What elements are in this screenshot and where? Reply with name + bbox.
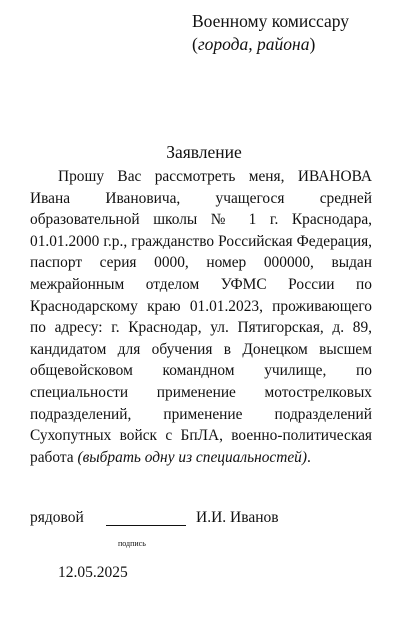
addressee-paren-open: (	[192, 34, 198, 54]
addressee-line-1: Военному комиссару	[192, 11, 350, 31]
signature-line	[106, 525, 186, 526]
addressee-block	[192, 10, 349, 56]
application-body	[30, 166, 372, 468]
specialty-instruction: (выбрать одну из специальностей)	[77, 448, 308, 466]
addressee-line-2	[192, 33, 349, 56]
addressee-paren-close: )	[309, 34, 316, 54]
document-date: 12.05.2025	[58, 564, 128, 581]
addressee-placeholder: города, района	[197, 34, 310, 54]
military-rank: рядовой	[30, 509, 84, 526]
document-title: Заявление	[166, 142, 242, 162]
body-end-punctuation: .	[307, 448, 311, 466]
signer-name: И.И. Иванов	[196, 509, 279, 526]
signature-caption: подпись	[118, 539, 146, 548]
application-body-text: Прошу Вас рассмотреть меня, ИВАНОВА Ивана Ивановича, учащегося средней образовательной школы № 1 г. Краснодара, 01.01.2000 г.р., гражданство Российская Федерация, паспорт серия 0000, номер 000000, выдан межрайонным отделом УФМС России по Краснодарскому краю 01.01.2023, проживающего по адресу: г. Краснодар, ул. Пятигорская, д. 89, кандидатом для обучения в Донецком высшем общевойсковом командном училище, по специальности применение мотострелковых подразделений, применение подразделений Сухопутных войск с БпЛА, военно-политическая работа	[30, 168, 372, 466]
